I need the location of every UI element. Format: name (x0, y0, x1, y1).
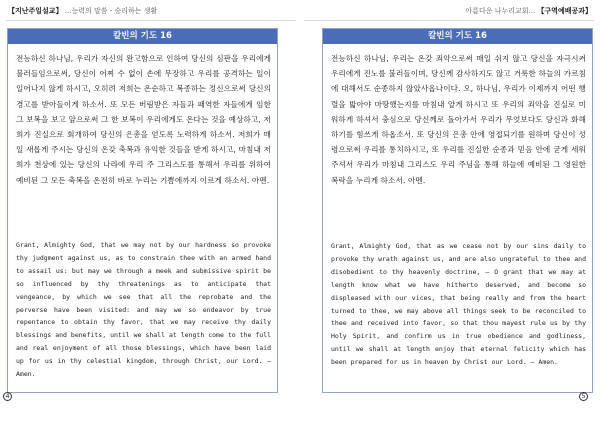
right-page-header (465, 5, 592, 18)
left-page-number: 4 (3, 392, 12, 401)
right-header-subtitle: 아름다운 나누리교회... (465, 7, 536, 15)
left-english-prayer: Grant, Almighty God, that we may not by our hardness so provoke thy judgment against us, as to constrain thee with an armed hand to assail us: but may we through a meek and submissive spirit be so influenced by thy threatenings as to anticipate that vengeance, by which we see that all the reprobate and the perverse have been visited: and may we so endeavor by true repentance to obtain thy favor, that we may receive thy daily blessings and benefits, until we shall at length come to the full and real enjoyment of all those blessings, which have been laid up for us in thy celestial kingdom, through Christ, our Lord. — Amen. (16, 241, 271, 379)
left-header-divider (6, 20, 296, 21)
left-prayer-title: 칼빈의 기도 16 (8, 29, 277, 44)
right-page-number: 5 (579, 392, 588, 401)
right-prayer-title: 칼빈의 기도 16 (323, 29, 592, 44)
left-prayer-box (7, 28, 278, 393)
right-korean-prayer: 전능하신 하나님, 우리는 온갖 죄악으로써 매일 쉬지 않고 당신을 자극시켜 우리에게 진노를 불러들이며, 당신께 감사하지도 않고 거룩한 하늘의 가르침에 대해서도 순종하지 않았사옵나이다. 오, 하나님, 우리가 이제까지 어떤 행렬을 밟아야 마땅했는지를 마침내 알게 하시고 또 우리의 죄악을 진실로 미워하게 하셔서 충심으로 당신께로 돌아가서 우리가 무엇보다도 당신과 화해하기를 힘쓰게 하옵소서. 또 당신의 은총 안에 영접되기를 원하며 당신이 성령으로써 우리를 통치하시고, 또 우리를 진실한 순종과 믿음 안에 굳게 세워 주셔서 우리가 마침내 그리스도 우리 주님을 통해 하늘에 예비된 그 영원한 복락을 누리게 하소서. 아멘. (331, 54, 586, 185)
left-header-title: 【지난주일설교】 (8, 7, 63, 15)
right-prayer-box (322, 28, 593, 393)
right-english-prayer: Grant, Almighty God, that as we cease not by our sins daily to provoke thy wrath against us, and are also ungrateful to thee and disobedient to thy heavenly doctrine, — O grant that we may at length know what we have hitherto deserved, and become so displeased with our vices, that being really and from the heart turned to thee, we may above all things seek to be reconciled to thee and received into favor, so that thou mayest rule us by thy Holy Spirit, and confirm us in true obedience and godliness, until we shall at length enjoy that eternal felicity which has been prepared for us in heaven by Christ our Lord. — Amen. (331, 242, 586, 367)
left-page-header (8, 5, 157, 18)
left-header-subtitle: ...능력의 말씀 - 승리하는 생활 (64, 7, 158, 15)
right-header-divider (304, 20, 594, 21)
left-korean-prayer: 전능하신 하나님, 우리가 자신의 완고함으로 인하여 당신의 심판을 우리에게 불러들임으로써, 당신이 어찌 수 없이 손에 무장하고 우리를 공격하는 일이 일어나지 않게 하시고, 오히려 저희는 온순하고 복종하는 정신으로써 당신의 경고를 받아들이게 하소서. 또 모든 버림받은 자들과 패역한 자들에게 임한 그 보복을 보고 앞으로써 그 한 보복이 우리에게도 온다는 것을 예상하고, 저희가 진실으로 회개하여 당신의 은총을 얻도록 노력하게 하소서. 저희가 매일 새롭게 주시는 당신의 온갖 축복과 유익한 것들을 받게 하시고, 마침내 저희가 천상에 있는 당신의 나라에 우리 주 그리스도를 통해서 우리를 위하여 예비된 그 모든 축복을 온전히 바로 누리는 기쁨에까지 이르게 하소서. 아멘. (16, 54, 271, 185)
right-header-title: 【구역예배공과】 (537, 7, 592, 15)
right-page (300, 0, 600, 424)
